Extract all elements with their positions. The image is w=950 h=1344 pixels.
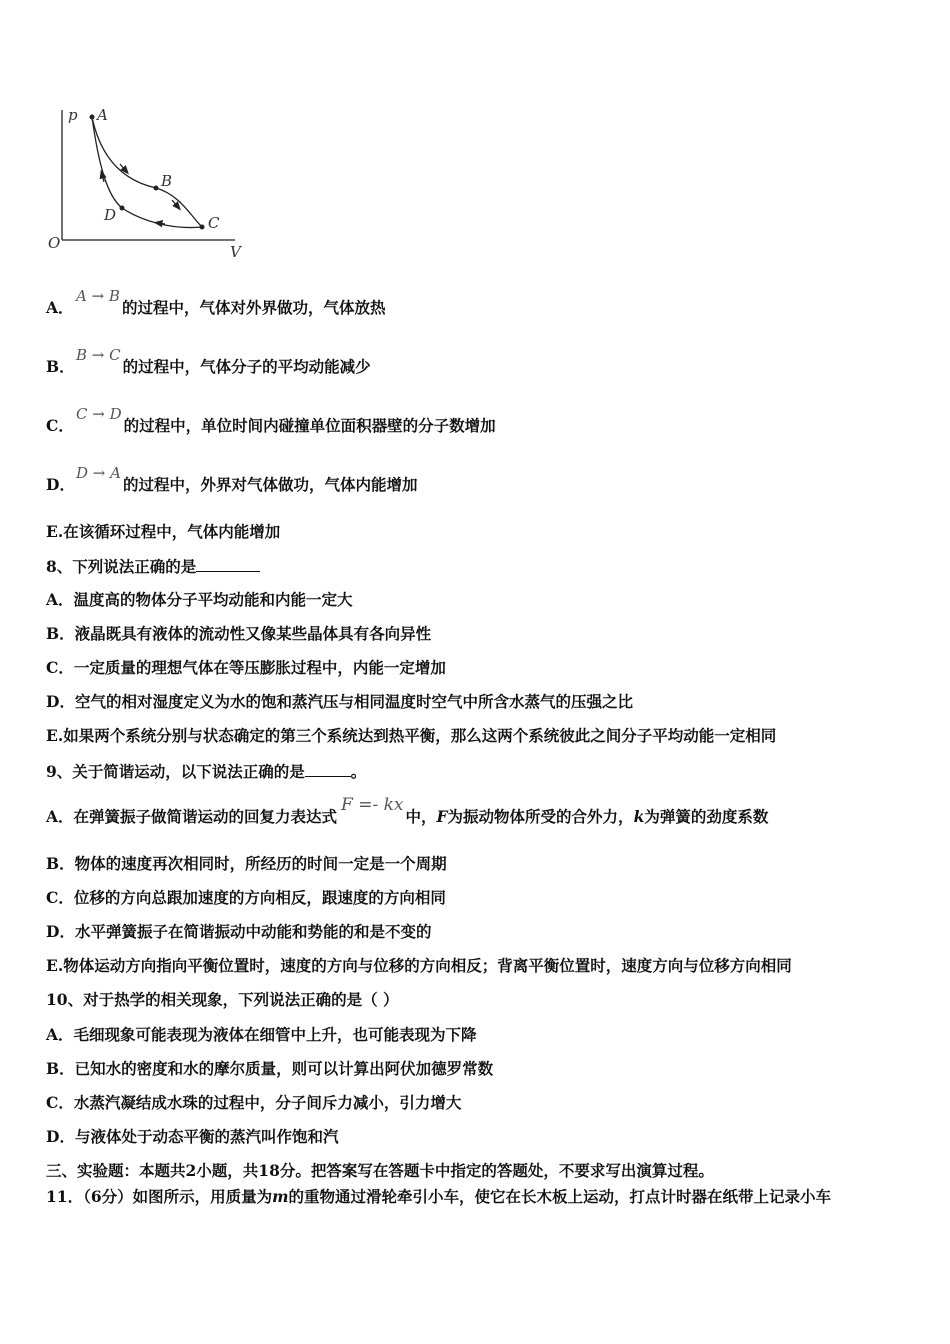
label-v: V (230, 243, 241, 261)
q8-stem (46, 555, 260, 578)
question-text: 11．（6分）如图所示，用质量为 (46, 1187, 273, 1206)
q10-option-d: D．与液体处于动态平衡的蒸汽叫作饱和汽 (46, 1127, 339, 1146)
option-label: C． (46, 416, 74, 435)
option-label: D． (46, 475, 75, 494)
arrow-b-c (172, 200, 178, 207)
q10-stem: 10、对于热学的相关现象，下列说法正确的是（ ） (46, 990, 399, 1009)
label-c: C (208, 214, 220, 232)
question-stem: 9、关于简谐运动，以下说法正确的是 (46, 762, 305, 781)
q9-option-d: D．水平弹簧振子在简谐振动中动能和势能的和是不变的 (46, 922, 432, 941)
option-label: B． (46, 357, 75, 376)
var-m: m (272, 1187, 289, 1206)
math-expr: A → B (76, 287, 120, 305)
pv-diagram (40, 100, 260, 270)
option-text: 的过程中，气体对外界做功，气体放热 (121, 298, 386, 317)
q10-option-a: A．毛细现象可能表现为液体在细管中上升，也可能表现为下降 (46, 1025, 477, 1044)
label-d: D (104, 206, 117, 224)
q9-option-c: C．位移的方向总跟加速度的方向相反，跟速度的方向相同 (46, 888, 446, 907)
q9-option-b: B．物体的速度再次相同时，所经历的时间一定是一个周期 (46, 854, 447, 873)
question-stem: 8、下列说法正确的是 (46, 557, 197, 576)
answer-blank (196, 555, 260, 572)
q8-option-a: A．温度高的物体分子平均动能和内能一定大 (46, 590, 353, 609)
q8-option-d: D．空气的相对湿度定义为水的饱和蒸汽压与相同温度时空气中所含水蒸气的压强之比 (46, 692, 633, 711)
math-expr: F =- kx (341, 795, 404, 815)
point-a (90, 115, 95, 120)
var-f: F (436, 807, 448, 826)
label-a: A (97, 106, 108, 124)
q8-option-e: E.如果两个系统分别与状态确定的第三个系统达到热平衡，那么这两个系统彼此之间分子平均动能一定相同 (46, 726, 777, 745)
section-3-heading: 三、实验题：本题共2小题，共18分。把答案写在答题卡中指定的答题处，不要求写出演算过程。 (46, 1161, 714, 1180)
option-text: A．在弹簧振子做简谐运动的回复力表达式 (46, 807, 338, 826)
q9-stem (46, 760, 366, 783)
q7-option-b (46, 346, 371, 378)
q10-option-b: B．已知水的密度和水的摩尔质量，则可以计算出阿伏加德罗常数 (46, 1059, 494, 1078)
math-expr: D → A (76, 464, 121, 482)
label-origin: O (48, 234, 61, 252)
option-text: 的过程中，单位时间内碰撞单位面积器壁的分子数增加 (123, 416, 496, 435)
q7-option-d (46, 464, 418, 496)
q8-option-c: C．一定质量的理想气体在等压膨胀过程中，内能一定增加 (46, 658, 446, 677)
q7-option-c (46, 405, 496, 437)
q10-option-c: C．水蒸汽凝结成水珠的过程中，分子间斥力减小，引力增大 (46, 1093, 462, 1112)
arrow-a-b (120, 164, 126, 171)
option-text: 为振动物体所受的合外力， (447, 807, 634, 826)
math-expr: C → D (76, 405, 122, 423)
point-b (154, 186, 159, 191)
label-p: p (68, 106, 78, 124)
q9-option-e: E.物体运动方向指向平衡位置时，速度的方向与位移的方向相反；背离平衡位置时，速度方向与位移方向相同 (46, 956, 792, 975)
q8-option-b: B．液晶既具有液体的流动性又像某些晶体具有各向异性 (46, 624, 432, 643)
point-c (200, 225, 205, 230)
q9-option-a (46, 795, 769, 828)
question-text: 的重物通过滑轮牵引小车，使它在长木板上运动，打点计时器在纸带上记录小车 (288, 1187, 832, 1206)
q7-option-a (46, 287, 386, 319)
stem-end: 。 (350, 762, 367, 781)
option-text: 的过程中，外界对气体做功，气体内能增加 (122, 475, 418, 494)
answer-blank (305, 760, 351, 777)
option-text: 中， (405, 807, 437, 826)
q11-stem (46, 1186, 831, 1208)
label-b: B (161, 172, 173, 190)
math-expr: B → C (76, 346, 121, 364)
option-text: 的过程中，气体分子的平均动能减少 (122, 357, 371, 376)
q7-option-e: E.在该循环过程中，气体内能增加 (46, 522, 281, 541)
point-d (120, 206, 125, 211)
option-text: 为弹簧的劲度系数 (644, 807, 769, 826)
var-k: k (633, 807, 645, 826)
option-label: A． (46, 298, 74, 317)
